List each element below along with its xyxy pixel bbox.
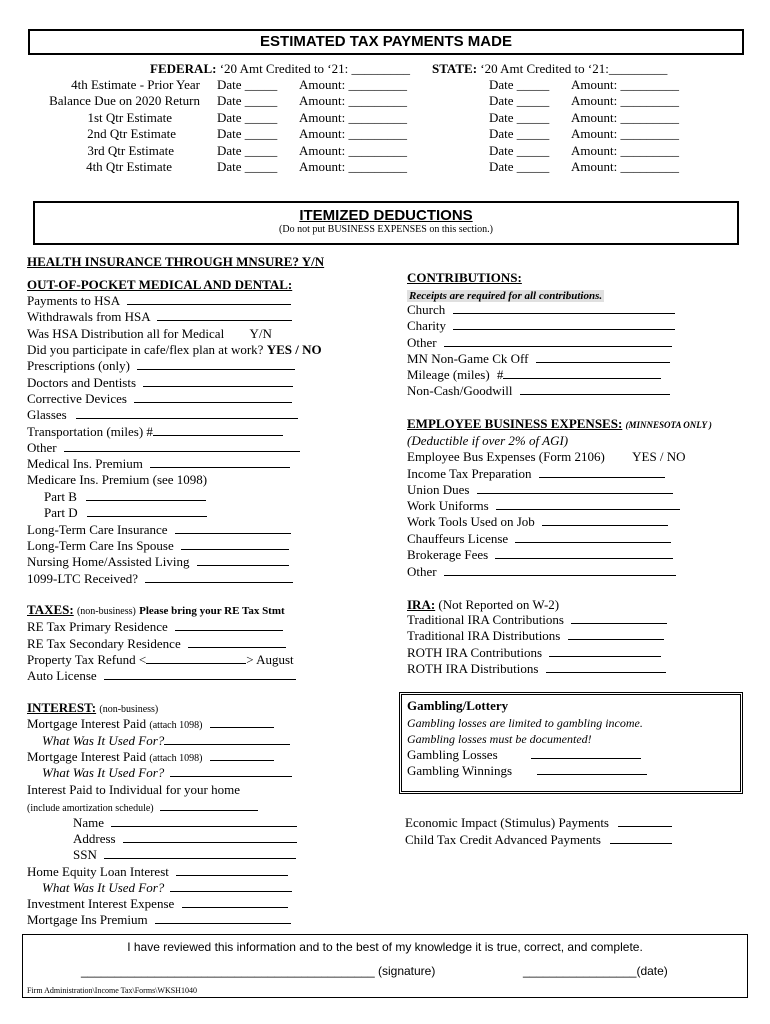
signature-line[interactable]: ____________________________________________ (signature) [81,964,436,978]
roth-dist-row [407,661,666,677]
contributions-note: Receipts are required for all contributions. [409,290,603,302]
cafe-plan-row [27,342,322,358]
corrective-field[interactable] [134,391,292,403]
income-tax-prep-label: Income Tax Preparation [407,466,532,481]
federal-row-label: Balance Due on 2020 Return [49,93,200,109]
ltc-field[interactable] [175,522,291,534]
ltc-row [27,522,291,538]
prescriptions-row [27,358,295,374]
taxes-heading-row [27,602,285,620]
payee-name-row [73,815,297,831]
trad-contrib-label: Traditional IRA Contributions [407,612,564,627]
home-equity-field[interactable] [176,864,288,876]
certification-box [22,934,748,998]
brokerage-label: Brokerage Fees [407,547,489,562]
stimulus-row [405,815,672,831]
charity-row [407,318,675,334]
federal-row-label: 2nd Qtr Estimate [87,126,176,142]
nursing-row [27,554,289,570]
corrective-label: Corrective Devices [27,391,127,406]
part-d-label: Part D [44,505,78,520]
part-b-field[interactable] [86,489,206,501]
tools-field[interactable] [542,514,668,526]
gambling-box [401,694,741,792]
health-insurance-mnsure[interactable]: HEALTH INSURANCE THROUGH MNSURE? Y/N [27,254,325,269]
mortgage1-field[interactable] [210,716,274,728]
trad-contrib-field[interactable] [571,612,667,624]
auto-license-field[interactable] [104,668,296,680]
ltc-received-label: 1099-LTC Received? [27,571,139,586]
property-refund-row [27,652,294,668]
medical-heading: OUT-OF-POCKET MEDICAL AND DENTAL: [27,277,293,292]
part-b-label: Part B [44,489,77,504]
state-amounts [571,77,679,175]
gambling-heading: Gambling/Lottery [407,698,509,713]
payee-ssn-label: SSN [73,847,97,862]
church-label: Church [407,302,446,317]
prescriptions-label: Prescriptions (only) [27,358,130,373]
medical-other-row [27,440,300,456]
noncash-row [407,383,670,399]
state-date[interactable]: Date _____ [489,126,550,142]
employee-heading: EMPLOYEE BUSINESS EXPENSES: [407,416,623,431]
hsa-withdrawals-field[interactable] [157,309,292,321]
ltc-spouse-field[interactable] [181,538,289,550]
nursing-label: Nursing Home/Assisted Living [27,554,190,569]
federal-row-label: 3rd Qtr Estimate [87,142,174,158]
federal-date[interactable]: Date _____ [217,77,278,92]
gambling-note1: Gambling losses are limited to gambling income. [407,716,643,730]
union-label: Union Dues [407,482,470,497]
nursing-field[interactable] [197,554,289,566]
income-tax-prep-row [407,466,665,482]
noncash-label: Non-Cash/Goodwill [407,383,513,398]
amortization-field[interactable] [160,799,258,811]
mortgage-ins-field[interactable] [155,912,291,924]
medicare-label: Medicare Ins. Premium (see 1098) [27,472,208,487]
mortgage1-attach: (attach 1098) [149,720,203,731]
federal-heading: FEDERAL: [150,61,217,76]
home-equity-row [27,864,288,880]
federal-date[interactable]: Date _____ [217,126,278,142]
state-amount[interactable]: Amount: _________ [571,159,679,175]
tools-label: Work Tools Used on Job [407,514,535,529]
transportation-field[interactable] [153,424,283,436]
taxes-bring: Please bring your RE Tax Stmt [139,605,285,617]
child-credit-field[interactable] [610,832,672,844]
estimated-tax-title: ESTIMATED TAX PAYMENTS MADE [260,33,512,50]
trad-dist-label: Traditional IRA Distributions [407,628,561,643]
prescriptions-field[interactable] [137,358,295,370]
re-secondary-row [27,636,286,652]
payee-name-field[interactable] [111,815,297,827]
employee-deductible: (Deductible if over 2% of AGI) [407,433,569,448]
used-for3-label: What Was It Used For? [42,880,165,895]
gambling-losses-label: Gambling Losses [407,747,498,762]
re-primary-row [27,619,283,635]
union-row [407,482,673,498]
gambling-losses-field[interactable] [531,747,641,759]
contrib-other-field[interactable] [444,335,672,347]
stimulus-field[interactable] [618,815,672,827]
employee-other-row [407,564,676,580]
part-d-row [44,505,207,521]
mortgage2-attach: (attach 1098) [149,753,203,764]
mortgage-ins-label: Mortgage Ins Premium [27,912,148,927]
federal-date[interactable]: Date _____ [217,109,278,125]
federal-amounts [299,77,407,175]
federal-row-label: 4th Qtr Estimate [86,159,172,175]
taxes-nonbusiness: (non-business) [76,606,136,617]
hsa-withdrawals-label: Withdrawals from HSA [27,309,150,324]
used-for1-field[interactable] [164,733,290,745]
form2106-yn[interactable]: YES / NO [632,449,686,464]
state-date[interactable]: Date _____ [489,142,550,158]
investment-field[interactable] [182,896,288,908]
amortization-label: (include amortization schedule) [27,803,154,814]
federal-date[interactable]: Date _____ [217,159,278,175]
auto-license-row [27,668,296,684]
nongame-label: MN Non-Game Ck Off [407,351,529,366]
ltc-label: Long-Term Care Insurance [27,522,168,537]
hsa-distribution-yn[interactable]: Y/N [249,326,272,341]
auto-license-label: Auto License [27,668,97,683]
trad-dist-field[interactable] [568,628,664,640]
state-amount[interactable]: Amount: _________ [571,93,679,109]
church-row [407,302,675,318]
child-credit-row [405,832,672,848]
state-date[interactable]: Date _____ [489,159,550,175]
re-primary-field[interactable] [175,619,283,631]
hsa-payments-field[interactable] [127,293,291,305]
state-amount[interactable]: Amount: _________ [571,142,679,158]
mileage-field[interactable] [503,367,661,379]
federal-date[interactable]: Date _____ [217,93,278,109]
property-refund-lt: < [138,652,147,667]
state-date[interactable]: Date _____ [489,77,550,92]
nongame-row [407,351,670,367]
payee-ssn-row [73,847,296,863]
interest-nonbusiness: (non-business) [99,704,159,715]
roth-dist-field[interactable] [546,661,666,673]
state-amount[interactable]: Amount: _________ [571,109,679,125]
re-primary-label: RE Tax Primary Residence [27,619,168,634]
employee-mn-only: (MINNESOTA ONLY ) [625,420,712,430]
ira-heading: IRA: [407,597,436,612]
used-for1-label: What Was It Used For? [42,733,165,748]
uniforms-row [407,498,680,514]
payee-ssn-field[interactable] [104,847,296,859]
chauffeurs-row [407,531,671,547]
hsa-distribution-label: Was HSA Distribution all for Medical [27,326,225,341]
chauffeurs-label: Chauffeurs License [407,531,509,546]
re-secondary-field[interactable] [188,636,286,648]
estimated-tax-title-box [28,29,744,55]
medical-other-label: Other [27,440,57,455]
payee-address-label: Address [73,831,116,846]
federal-row-label: 1st Qtr Estimate [87,109,172,125]
home-equity-label: Home Equity Loan Interest [27,864,169,879]
federal-labels [20,77,200,175]
form2106-label: Employee Bus Expenses (Form 2106) [407,449,605,464]
contrib-other-label: Other [407,335,437,350]
mortgage-ins-row [27,912,291,928]
date-line[interactable]: _________________(date) [523,964,668,978]
federal-dates [217,77,277,175]
federal-amount[interactable]: Amount: _________ [299,93,407,109]
stimulus-label: Economic Impact (Stimulus) Payments [405,815,609,830]
federal-amount[interactable]: Amount: _________ [299,77,407,92]
corrective-row [27,391,292,407]
brokerage-row [407,547,673,563]
interest-heading: INTEREST: [27,700,97,715]
state-amount[interactable]: Amount: _________ [571,77,679,92]
ira-note: (Not Reported on W-2) [438,597,560,612]
hsa-withdrawals-row [27,309,292,325]
state-date[interactable]: Date _____ [489,93,550,109]
ltc-spouse-row [27,538,289,554]
mileage-label: Mileage (miles) [407,367,490,382]
itemized-deductions-box [33,201,739,245]
state-amount[interactable]: Amount: _________ [571,126,679,142]
uniforms-field[interactable] [496,498,680,510]
gambling-losses-row [407,747,641,763]
employee-other-label: Other [407,564,437,579]
state-dates [489,77,549,175]
charity-label: Charity [407,318,446,333]
cafe-plan-label: Did you participate in cafe/flex plan at work? [27,342,264,357]
used-for2-row [42,765,292,781]
certification-statement: I have reviewed this information and to the best of my knowledge it is true, correct, and complete. [127,940,643,954]
cafe-plan-yn[interactable]: YES / NO [266,342,322,357]
noncash-field[interactable] [520,383,670,395]
roth-contrib-row [407,645,661,661]
doctors-label: Doctors and Dentists [27,375,137,390]
med-premium-label: Medical Ins. Premium [27,456,143,471]
medical-other-field[interactable] [64,440,300,452]
gambling-winnings-row [407,763,647,779]
mortgage1-label: Mortgage Interest Paid [27,716,147,731]
federal-row-label: 4th Estimate - Prior Year [71,77,200,92]
brokerage-field[interactable] [495,547,673,559]
federal-amount[interactable]: Amount: _________ [299,159,407,175]
chauffeurs-field[interactable] [515,531,671,543]
property-refund-august: > August [246,652,294,667]
mortgage1-row [27,716,274,734]
part-d-field[interactable] [87,505,207,517]
part-b-row [44,489,206,505]
state-heading: STATE: [432,61,478,76]
contributions-heading: CONTRIBUTIONS: [407,270,522,285]
federal-amount[interactable]: Amount: _________ [299,109,407,125]
gambling-note2: Gambling losses must be documented! [407,732,592,746]
federal-date[interactable]: Date _____ [217,142,278,158]
state-credited[interactable]: ‘20 Amt Credited to ‘21:_________ [480,61,668,76]
mortgage2-field[interactable] [210,749,274,761]
mileage-mark: # [496,367,504,382]
transportation-mark: # [146,424,153,439]
re-secondary-label: RE Tax Secondary Residence [27,636,181,651]
payee-name-label: Name [73,815,105,830]
gambling-winnings-label: Gambling Winnings [407,763,513,778]
trad-contrib-row [407,612,667,628]
itemized-title: ITEMIZED DEDUCTIONS [299,207,473,224]
investment-label: Investment Interest Expense [27,896,175,911]
ltc-received-row [27,571,293,587]
itemized-note: (Do not put BUSINESS EXPENSES on this section.) [279,224,493,235]
mortgage2-label: Mortgage Interest Paid [27,749,147,764]
contrib-other-row [407,335,672,351]
roth-contrib-label: ROTH IRA Contributions [407,645,543,660]
hsa-payments-row [27,293,291,309]
state-date[interactable]: Date _____ [489,109,550,125]
ltc-spouse-label: Long-Term Care Ins Spouse [27,538,174,553]
taxes-heading: TAXES: [27,602,74,617]
gambling-winnings-field[interactable] [537,763,647,775]
federal-amount[interactable]: Amount: _________ [299,142,407,158]
church-field[interactable] [453,302,675,314]
payee-address-row [73,831,297,847]
state-header [432,61,667,77]
mileage-row [407,367,661,383]
property-refund-field[interactable] [146,652,246,664]
child-credit-label: Child Tax Credit Advanced Payments [405,832,601,847]
income-tax-prep-field[interactable] [539,466,665,478]
charity-field[interactable] [453,318,675,330]
hsa-distribution-row [27,326,272,342]
nongame-field[interactable] [536,351,670,363]
union-field[interactable] [477,482,673,494]
employee-heading-row [407,416,712,433]
federal-amount[interactable]: Amount: _________ [299,126,407,142]
used-for1-row [42,733,290,749]
ira-heading-row [407,597,559,613]
tools-row [407,514,668,530]
form2106-row [407,449,686,465]
glasses-row [27,407,298,423]
med-premium-field[interactable] [150,456,290,468]
glasses-label: Glasses [27,407,67,422]
federal-credited[interactable]: ‘20 Amt Credited to ‘21: _________ [219,61,410,76]
investment-row [27,896,288,912]
transportation-label: Transportation (miles) [27,424,144,439]
form-path: Firm Administration\Income Tax\Forms\WKSH1040 [27,986,197,995]
employee-other-field[interactable] [444,564,676,576]
trad-dist-row [407,628,664,644]
uniforms-label: Work Uniforms [407,498,489,513]
used-for2-field[interactable] [170,765,292,777]
hsa-payments-label: Payments to HSA [27,293,120,308]
med-premium-row [27,456,290,472]
federal-header [150,61,410,77]
roth-dist-label: ROTH IRA Distributions [407,661,539,676]
ltc-received-field[interactable] [145,571,293,583]
used-for3-field[interactable] [170,880,292,892]
roth-contrib-field[interactable] [549,645,661,657]
doctors-row [27,375,293,391]
interest-individual: Interest Paid to Individual for your home [27,782,241,797]
used-for3-row [42,880,292,896]
doctors-field[interactable] [143,375,293,387]
transportation-row [27,424,283,440]
payee-address-field[interactable] [123,831,297,843]
used-for2-label: What Was It Used For? [42,765,165,780]
property-refund-label: Property Tax Refund [27,652,136,667]
glasses-field[interactable] [76,407,298,419]
